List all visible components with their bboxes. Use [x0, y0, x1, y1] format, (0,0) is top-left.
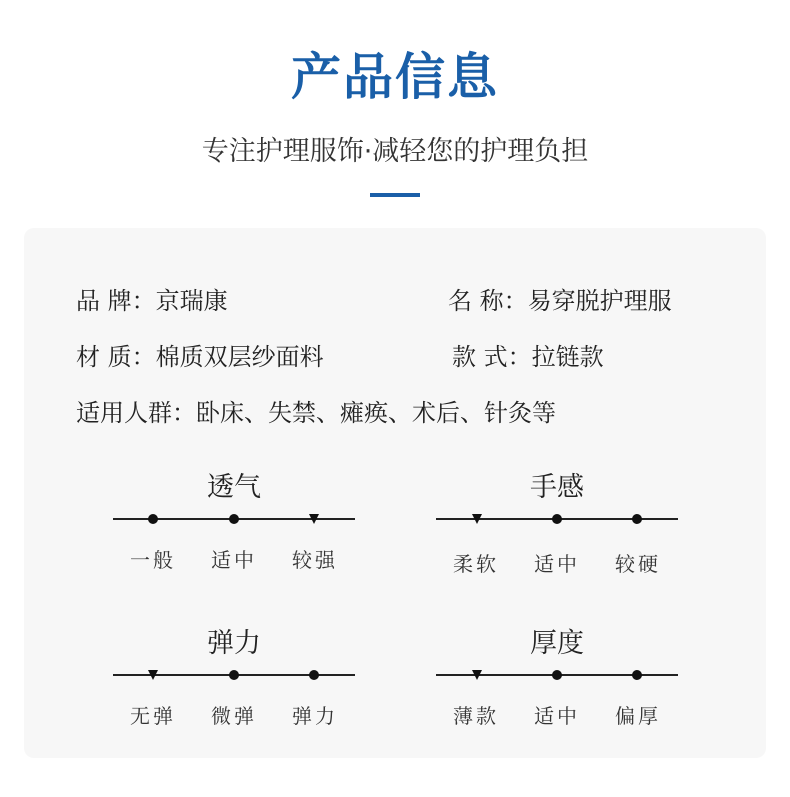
scale-label: 较强 — [292, 548, 338, 572]
scale-label: 偏厚 — [615, 704, 661, 728]
info-material: 材 质：棉质双层纱面料 — [76, 343, 324, 371]
page-subtitle: 专注护理服饰·减轻您的护理负担 — [201, 136, 589, 167]
scale-hand-feel — [436, 470, 678, 610]
page-title: 产品信息 — [291, 48, 499, 106]
scale-elasticity — [113, 626, 355, 766]
title-underline — [370, 193, 420, 197]
scale-label: 薄款 — [453, 704, 499, 728]
scale-marker — [631, 513, 643, 525]
scale-label: 一般 — [130, 548, 176, 572]
scale-selected-marker — [471, 669, 483, 681]
scale-title: 厚度 — [530, 628, 584, 659]
scale-label: 适中 — [534, 552, 580, 576]
scale-marker — [551, 669, 563, 681]
scale-breathability — [113, 470, 355, 610]
scale-label: 弹力 — [292, 704, 338, 728]
scale-selected-marker — [471, 513, 483, 525]
scale-selected-marker — [147, 669, 159, 681]
scale-title: 手感 — [530, 472, 584, 503]
scale-marker — [308, 669, 320, 681]
info-brand: 品 牌：京瑞康 — [76, 287, 228, 315]
scale-label: 微弹 — [211, 704, 257, 728]
scale-thickness — [436, 626, 678, 766]
scale-marker — [228, 513, 240, 525]
info-audience: 适用人群：卧床、失禁、瘫痪、术后、针灸等 — [76, 399, 556, 427]
scale-label: 适中 — [211, 548, 257, 572]
scale-label: 适中 — [534, 704, 580, 728]
scale-label: 无弹 — [130, 704, 176, 728]
scale-marker — [551, 513, 563, 525]
scale-label: 较硬 — [615, 552, 661, 576]
scale-label: 柔软 — [453, 552, 499, 576]
scale-title: 弹力 — [207, 628, 261, 659]
info-name: 名 称：易穿脱护理服 — [448, 287, 672, 315]
scale-title: 透气 — [207, 472, 261, 503]
scale-marker — [228, 669, 240, 681]
info-style: 款 式：拉链款 — [452, 343, 604, 371]
scale-selected-marker — [308, 513, 320, 525]
scale-marker — [147, 513, 159, 525]
scale-marker — [631, 669, 643, 681]
